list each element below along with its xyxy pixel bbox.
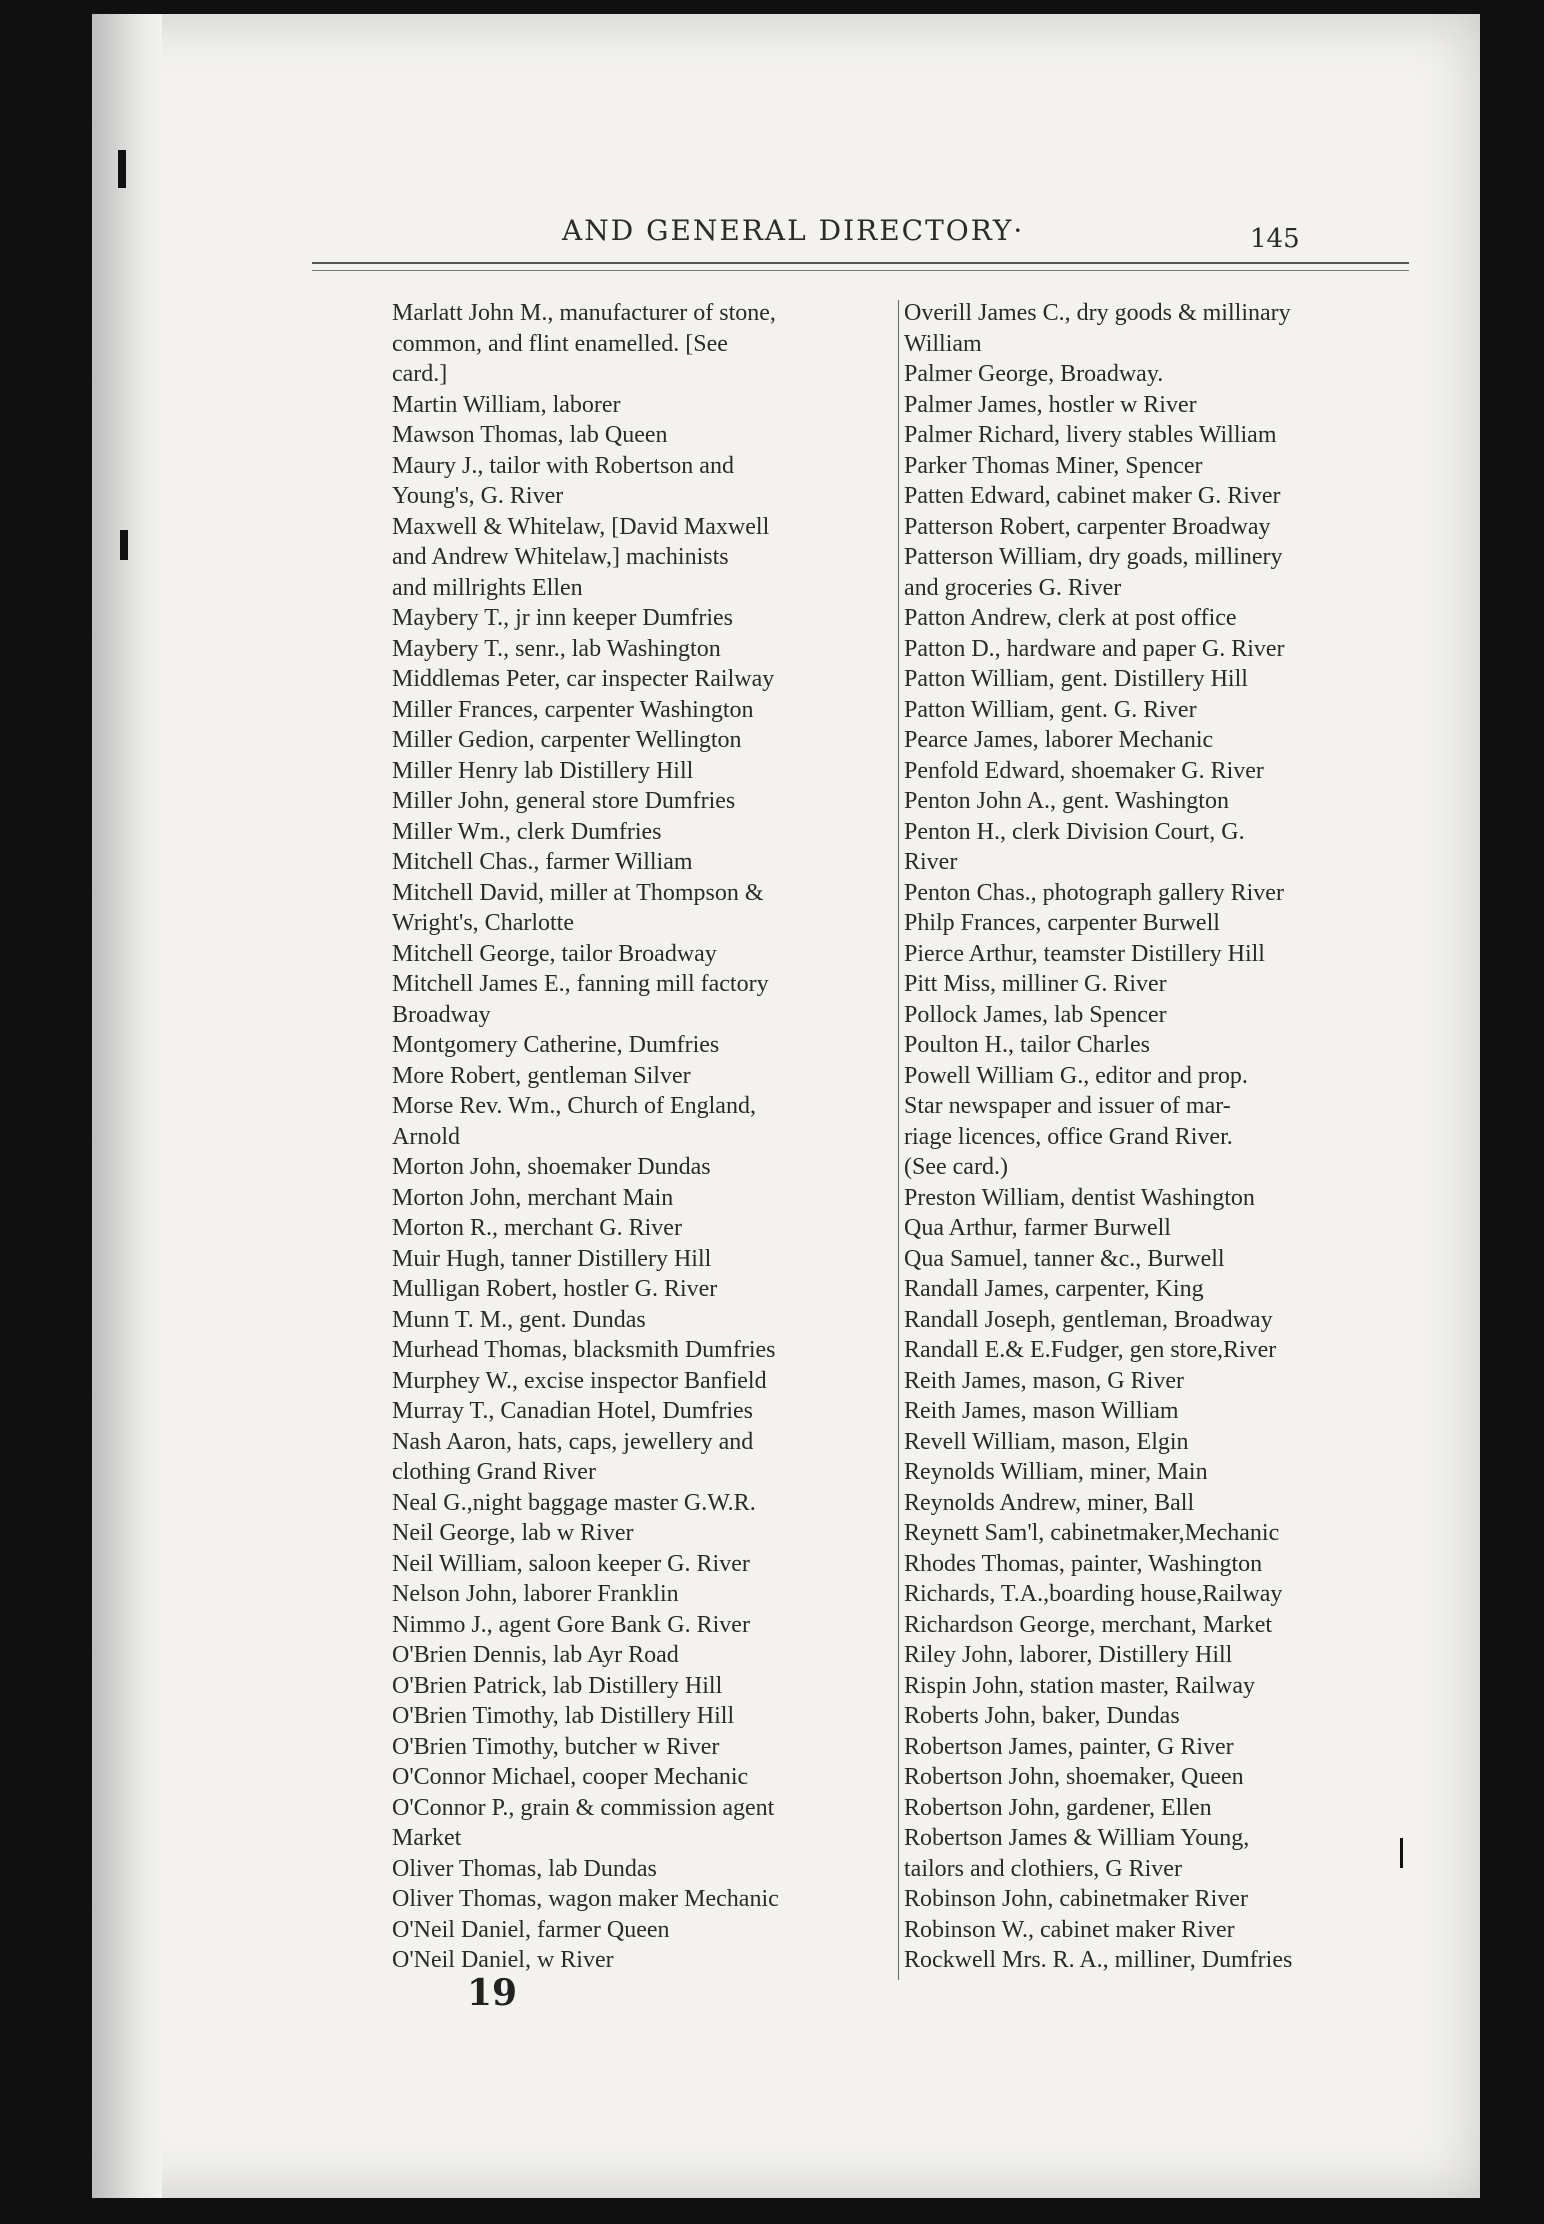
directory-entry	[392, 1701, 882, 1732]
directory-entry	[904, 1579, 1404, 1610]
entry-continuation: Star newspaper and issuer of mar-	[904, 1093, 1231, 1119]
entry-line: Penton Chas., photograph gallery River	[904, 879, 1284, 906]
entry-line: Maybery T., senr., lab Washington	[392, 635, 721, 662]
entry-line: Mawson Thomas, lab Queen	[392, 422, 668, 448]
directory-entry	[392, 1213, 882, 1244]
entry-line: Parker Thomas Miner, Spencer	[904, 452, 1203, 479]
entry-line: O'Connor P., grain & commission agent	[392, 1794, 775, 1821]
entry-continuation: and groceries G. River	[904, 574, 1122, 601]
entry-continuation: common, and flint enamelled. [See	[392, 330, 728, 357]
directory-entry	[392, 1030, 882, 1061]
directory-entry	[904, 1549, 1404, 1580]
directory-entry	[392, 1915, 882, 1946]
entry-line: Randall E.& E.Fudger, gen store,River	[904, 1337, 1277, 1363]
entry-line: Murphey W., excise inspector Banfield	[392, 1367, 767, 1394]
directory-entry	[392, 1518, 882, 1549]
entry-line: Marlatt John M., manufacturer of stone,	[392, 300, 776, 326]
entry-line: Robinson W., cabinet maker River	[904, 1916, 1235, 1943]
entry-line: Neil William, saloon keeper G. River	[392, 1550, 750, 1577]
entry-line: Palmer James, hostler w River	[904, 391, 1197, 418]
entry-line: Murhead Thomas, blacksmith Dumfries	[392, 1337, 776, 1363]
entry-line: Patterson Robert, carpenter Broadway	[904, 513, 1271, 540]
directory-entry	[392, 1366, 882, 1397]
directory-entry	[904, 969, 1404, 1000]
directory-entry	[392, 512, 882, 604]
entry-line: Poulton H., tailor Charles	[904, 1032, 1150, 1058]
directory-entry	[904, 1427, 1404, 1458]
entry-line: Richards, T.A.,boarding house,Railway	[904, 1581, 1283, 1607]
entry-line: Preston William, dentist Washington	[904, 1184, 1255, 1211]
entry-line: Rockwell Mrs. R. A., milliner, Dumfries	[904, 1947, 1293, 1973]
directory-entry	[904, 603, 1404, 634]
entry-line: Roberts John, baker, Dundas	[904, 1703, 1180, 1729]
entry-continuation: William	[904, 330, 982, 357]
entry-line: Revell William, mason, Elgin	[904, 1428, 1189, 1455]
directory-entry	[904, 1762, 1404, 1793]
directory-entry	[904, 817, 1404, 878]
entry-line: O'Neil Daniel, farmer Queen	[392, 1916, 670, 1943]
entry-continuation: Market	[392, 1825, 462, 1851]
entry-continuation: riage licences, office Grand River.	[904, 1123, 1233, 1150]
directory-entry	[904, 1305, 1404, 1336]
directory-entry	[392, 1884, 882, 1915]
entry-line: O'Neil Daniel, w River	[392, 1947, 614, 1973]
entry-line: Mitchell James E., fanning mill factory	[392, 971, 769, 997]
header-rule	[312, 262, 1409, 264]
entry-line: Mitchell Chas., farmer William	[392, 849, 693, 875]
entry-line: Nelson John, laborer Franklin	[392, 1581, 679, 1607]
entry-line: Pierce Arthur, teamster Distillery Hill	[904, 940, 1265, 967]
entry-line: Robinson John, cabinetmaker River	[904, 1886, 1248, 1912]
directory-entry	[392, 1610, 882, 1641]
directory-entry	[392, 1732, 882, 1763]
directory-entry	[904, 1488, 1404, 1519]
directory-entry	[904, 1640, 1404, 1671]
directory-entry	[392, 1244, 882, 1275]
entry-line: Rhodes Thomas, painter, Washington	[904, 1550, 1263, 1577]
entry-line: O'Brien Timothy, lab Distillery Hill	[392, 1703, 735, 1729]
entry-line: Pollock James, lab Spencer	[904, 1001, 1167, 1028]
directory-entry	[904, 695, 1404, 726]
entry-line: Richardson George, merchant, Market	[904, 1611, 1273, 1638]
directory-entry	[904, 1457, 1404, 1488]
directory-entry	[392, 1488, 882, 1519]
directory-entry	[392, 1579, 882, 1610]
directory-entry	[392, 1671, 882, 1702]
directory-entry	[904, 542, 1404, 603]
entry-continuation: Wright's, Charlotte	[392, 910, 574, 936]
entry-line: Qua Arthur, farmer Burwell	[904, 1215, 1171, 1241]
directory-entry	[392, 847, 882, 878]
directory-entry	[392, 1061, 882, 1092]
entry-continuation: tailors and clothiers, G River	[904, 1855, 1182, 1882]
directory-entry	[392, 878, 882, 939]
directory-entry	[904, 1213, 1404, 1244]
entry-line: Rispin John, station master, Railway	[904, 1672, 1256, 1699]
entry-line: Maury J., tailor with Robertson and	[392, 452, 734, 479]
signature-mark: 19	[467, 1972, 518, 2014]
entry-line: Mitchell George, tailor Broadway	[392, 940, 717, 967]
entry-continuation: clothing Grand River	[392, 1459, 596, 1485]
directory-entry	[904, 1183, 1404, 1214]
directory-entry	[904, 481, 1404, 512]
directory-entry	[904, 298, 1404, 359]
entry-line: Morton R., merchant G. River	[392, 1215, 682, 1241]
entry-line: Munn T. M., gent. Dundas	[392, 1306, 646, 1333]
entry-line: Miller Henry lab Distillery Hill	[392, 757, 694, 784]
entry-line: Mulligan Robert, hostler G. River	[392, 1276, 718, 1302]
directory-entry	[392, 1183, 882, 1214]
entry-line: Muir Hugh, tanner Distillery Hill	[392, 1245, 712, 1272]
left-column	[392, 298, 882, 1976]
directory-entry	[392, 1427, 882, 1488]
entry-line: Reynett Sam'l, cabinetmaker,Mechanic	[904, 1520, 1280, 1546]
entry-line: Penfold Edward, shoemaker G. River	[904, 757, 1264, 784]
entry-line: Maybery T., jr inn keeper Dumfries	[392, 605, 734, 631]
entry-line: Penton John A., gent. Washington	[904, 788, 1229, 814]
directory-entry	[904, 786, 1404, 817]
entry-continuation: card.]	[392, 361, 448, 387]
directory-entry	[904, 512, 1404, 543]
directory-entry	[904, 1335, 1404, 1366]
entry-line: O'Connor Michael, cooper Mechanic	[392, 1764, 749, 1790]
directory-entry	[904, 725, 1404, 756]
directory-entry	[392, 1152, 882, 1183]
entry-line: Neil George, lab w River	[392, 1520, 634, 1546]
entry-line: Robertson John, shoemaker, Queen	[904, 1764, 1244, 1790]
entry-line: Miller Gedion, carpenter Wellington	[392, 727, 742, 753]
entry-line: Patten Edward, cabinet maker G. River	[904, 483, 1281, 509]
entry-line: Patton D., hardware and paper G. River	[904, 635, 1285, 662]
entry-line: Miller Frances, carpenter Washington	[392, 696, 754, 723]
entry-line: Overill James C., dry goods & millinary	[904, 300, 1291, 326]
directory-entry	[904, 420, 1404, 451]
entry-continuation: Young's, G. River	[392, 483, 564, 509]
page-number: 145	[1250, 224, 1300, 254]
column-divider	[898, 300, 899, 1980]
directory-entry	[392, 1549, 882, 1580]
entry-continuation: Arnold	[392, 1123, 460, 1150]
entry-line: More Robert, gentleman Silver	[392, 1062, 691, 1089]
directory-entry	[904, 908, 1404, 939]
directory-entry	[904, 1610, 1404, 1641]
entry-continuation: (See card.)	[904, 1154, 1008, 1180]
directory-entry	[392, 390, 882, 421]
entry-line: Palmer Richard, livery stables William	[904, 422, 1277, 448]
directory-entry	[392, 420, 882, 451]
entry-line: Patton William, gent. G. River	[904, 696, 1197, 723]
directory-entry	[392, 1396, 882, 1427]
entry-line: Miller John, general store Dumfries	[392, 788, 736, 814]
entry-line: Oliver Thomas, wagon maker Mechanic	[392, 1886, 779, 1912]
directory-entry	[392, 939, 882, 970]
entry-line: Patton William, gent. Distillery Hill	[904, 666, 1248, 692]
directory-entry	[392, 969, 882, 1030]
page-binding-edge	[92, 14, 162, 2198]
entry-line: Miller Wm., clerk Dumfries	[392, 818, 662, 845]
directory-entry	[904, 1732, 1404, 1763]
directory-entry	[904, 390, 1404, 421]
entry-line: Morse Rev. Wm., Church of England,	[392, 1093, 756, 1119]
directory-entry	[392, 634, 882, 665]
directory-entry	[904, 878, 1404, 909]
directory-entry	[392, 603, 882, 634]
directory-entry	[904, 1030, 1404, 1061]
entry-line: Penton H., clerk Division Court, G.	[904, 818, 1245, 845]
directory-entry	[904, 1823, 1404, 1884]
entry-continuation: Broadway	[392, 1001, 491, 1028]
directory-entry	[392, 664, 882, 695]
directory-entry	[392, 1945, 882, 1976]
directory-entry	[392, 298, 882, 390]
directory-page	[92, 14, 1480, 2198]
entry-line: Martin William, laborer	[392, 391, 621, 418]
directory-entry	[904, 756, 1404, 787]
entry-line: Reith James, mason William	[904, 1398, 1179, 1424]
entry-line: Maxwell & Whitelaw, [David Maxwell	[392, 513, 770, 540]
directory-entry	[392, 1274, 882, 1305]
entry-line: Nimmo J., agent Gore Bank G. River	[392, 1611, 750, 1638]
directory-entry	[392, 756, 882, 787]
directory-entry	[904, 451, 1404, 482]
entry-continuation: River	[904, 849, 958, 875]
directory-entry	[904, 939, 1404, 970]
directory-entry	[904, 359, 1404, 390]
entry-line: Oliver Thomas, lab Dundas	[392, 1855, 657, 1882]
directory-entry	[904, 1915, 1404, 1946]
entry-line: Mitchell David, miller at Thompson &	[392, 879, 764, 906]
entry-line: Patterson William, dry goads, millinery	[904, 544, 1283, 570]
entry-line: Reynolds William, miner, Main	[904, 1459, 1208, 1485]
entry-line: Murray T., Canadian Hotel, Dumfries	[392, 1398, 754, 1424]
directory-entry	[904, 634, 1404, 665]
entry-line: Pitt Miss, milliner G. River	[904, 971, 1167, 997]
entry-line: Riley John, laborer, Distillery Hill	[904, 1642, 1233, 1668]
scan-artifact	[118, 150, 126, 188]
directory-entry	[392, 1640, 882, 1671]
directory-entry	[392, 817, 882, 848]
entry-line: Powell William G., editor and prop.	[904, 1062, 1248, 1089]
directory-entry	[904, 1884, 1404, 1915]
entry-line: Randall Joseph, gentleman, Broadway	[904, 1306, 1273, 1333]
header-rule-thin	[312, 270, 1409, 271]
directory-entry	[392, 1762, 882, 1793]
directory-entry	[392, 725, 882, 756]
entry-line: Qua Samuel, tanner &c., Burwell	[904, 1245, 1225, 1272]
running-header: AND GENERAL DIRECTORY·	[562, 214, 1025, 247]
directory-entry	[392, 1793, 882, 1854]
directory-entry	[904, 664, 1404, 695]
right-column	[904, 298, 1404, 1976]
entry-line: Robertson James, painter, G River	[904, 1733, 1234, 1760]
directory-entry	[392, 1091, 882, 1152]
directory-entry	[392, 451, 882, 512]
entry-line: Reynolds Andrew, miner, Ball	[904, 1489, 1195, 1516]
directory-entry	[904, 1671, 1404, 1702]
entry-continuation: and Andrew Whitelaw,] machinists	[392, 544, 729, 570]
directory-entry	[904, 1366, 1404, 1397]
entry-line: O'Brien Timothy, butcher w River	[392, 1733, 720, 1760]
entry-line: Neal G.,night baggage master G.W.R.	[392, 1489, 756, 1516]
directory-entry	[904, 1793, 1404, 1824]
scan-artifact	[1400, 1838, 1403, 1868]
directory-entry	[392, 1854, 882, 1885]
directory-entry	[392, 1305, 882, 1336]
directory-entry	[904, 1396, 1404, 1427]
entry-line: Pearce James, laborer Mechanic	[904, 727, 1214, 753]
directory-entry	[904, 1244, 1404, 1275]
entry-line: Randall James, carpenter, King	[904, 1276, 1204, 1302]
directory-entry	[392, 1335, 882, 1366]
entry-line: Robertson John, gardener, Ellen	[904, 1794, 1212, 1821]
entry-line: O'Brien Dennis, lab Ayr Road	[392, 1642, 679, 1668]
directory-entry	[904, 1701, 1404, 1732]
entry-line: Morton John, shoemaker Dundas	[392, 1154, 711, 1180]
entry-line: Patton Andrew, clerk at post office	[904, 605, 1237, 631]
scan-artifact	[120, 530, 128, 560]
entry-line: Reith James, mason, G River	[904, 1367, 1184, 1394]
entry-line: Palmer George, Broadway.	[904, 361, 1164, 387]
directory-entry	[904, 1518, 1404, 1549]
entry-line: Nash Aaron, hats, caps, jewellery and	[392, 1428, 754, 1455]
entry-line: Philp Frances, carpenter Burwell	[904, 910, 1220, 936]
directory-entry	[904, 1000, 1404, 1031]
directory-entry	[392, 786, 882, 817]
directory-entry	[904, 1274, 1404, 1305]
entry-line: Robertson James & William Young,	[904, 1825, 1250, 1851]
entry-line: O'Brien Patrick, lab Distillery Hill	[392, 1672, 723, 1699]
entry-line: Montgomery Catherine, Dumfries	[392, 1032, 720, 1058]
entry-continuation: and millrights Ellen	[392, 574, 583, 601]
entry-line: Middlemas Peter, car inspecter Railway	[392, 666, 775, 692]
entry-line: Morton John, merchant Main	[392, 1184, 674, 1211]
directory-entry	[904, 1061, 1404, 1183]
directory-entry	[392, 695, 882, 726]
directory-entry	[904, 1945, 1404, 1976]
